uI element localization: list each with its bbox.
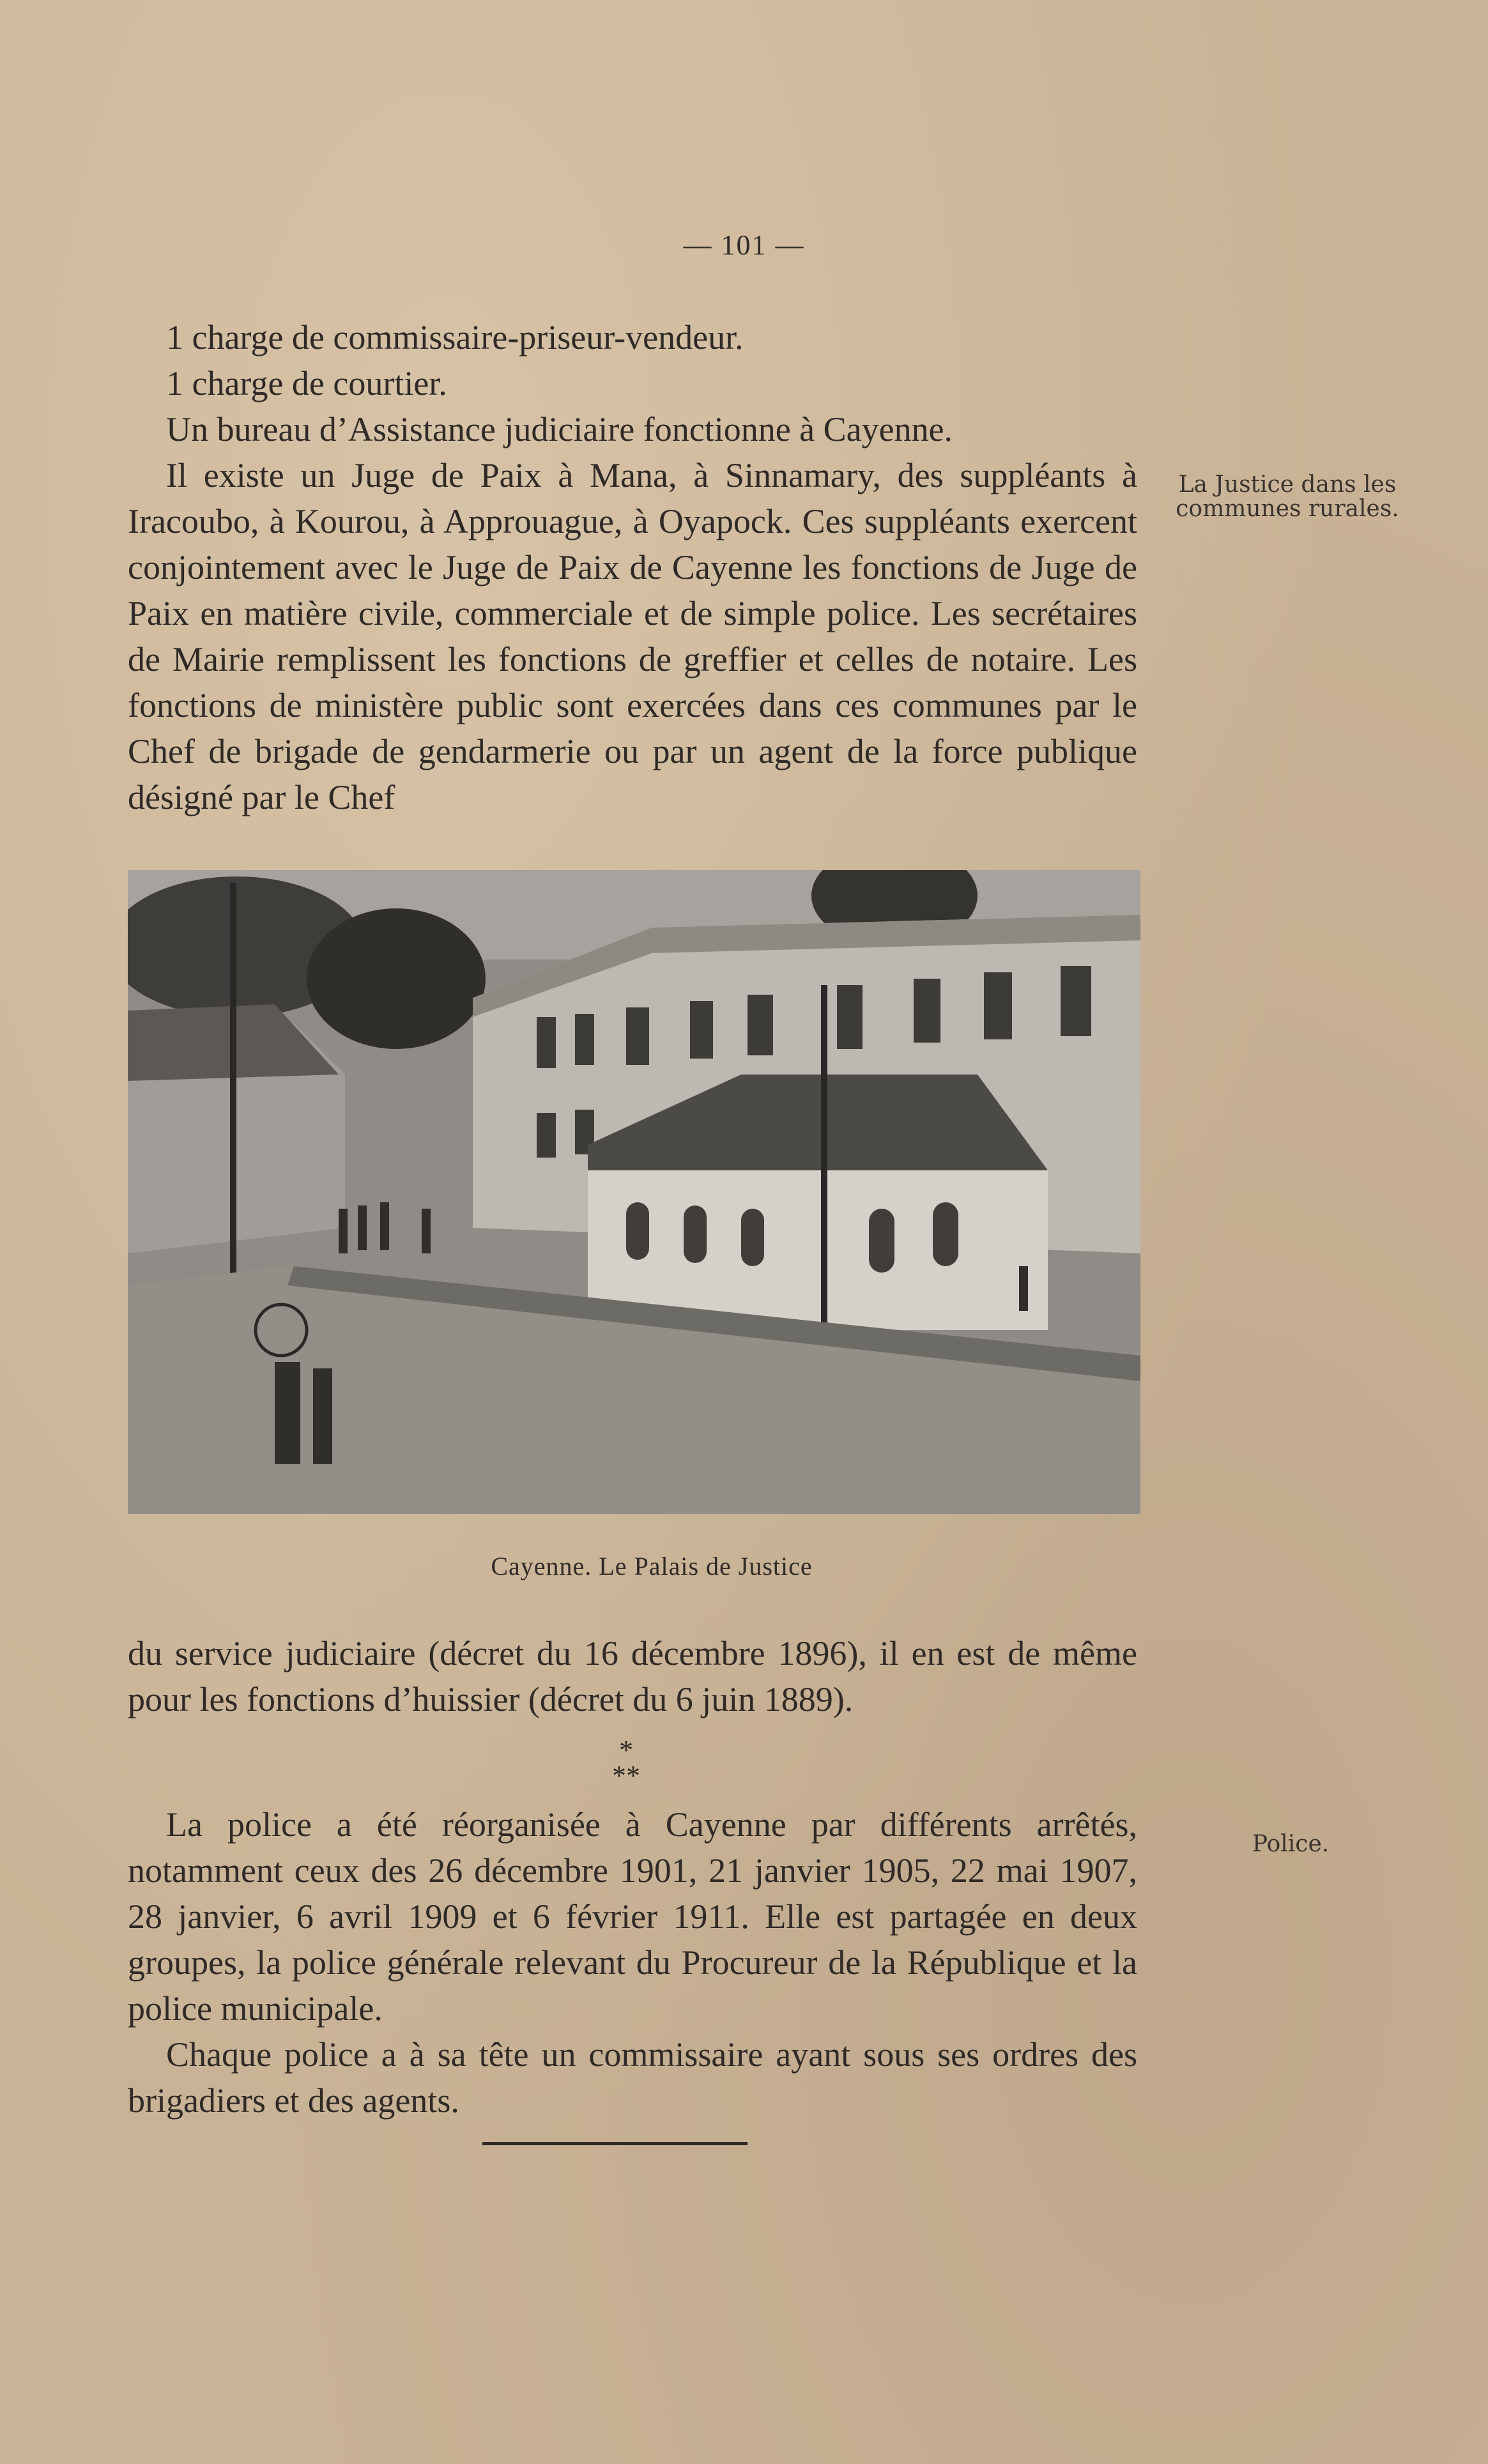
asterism-top: * <box>619 1734 633 1766</box>
margin-note-justice: La Justice dans les communes rurales. <box>1176 471 1399 522</box>
page-number: — 101 — <box>683 229 805 261</box>
paragraph: 1 charge de courtier. <box>166 364 447 402</box>
asterism <box>575 1734 677 1791</box>
paragraph: Il existe un Juge de Paix à Mana, à Sinnamary, des suppléants à Iracoubo, à Kourou, à Approuague, à Oyapock. Ces suppléants exercent conjointement avec le Juge de Paix de Cayenne les fonctions de Juge de Paix en matière civile, commerciale et de simple police. Les secrétaires de Mairie remplissent les fonctions de greffier et celles de notaire. Les fonctions de ministère public sont exercées dans ces communes par le Chef de brigade de gendarmerie ou par un agent de la force publique désigné par le Chef <box>128 456 1137 816</box>
paragraph: du service judiciaire (décret du 16 décembre 1896), il en est de même pour les fonctions d’huissier (décret du 6 juin 1889). <box>128 1634 1137 1718</box>
text-block-middle <box>128 1630 1137 1722</box>
paragraph: Chaque police a à sa tête un commissaire ayant sous ses ordres des brigadiers et des agents. <box>128 2035 1137 2120</box>
paragraph: 1 charge de commissaire-priseur-vendeur. <box>166 318 744 356</box>
figure-caption: Cayenne. Le Palais de Justice <box>491 1552 813 1580</box>
paragraph: Un bureau d’Assistance judiciaire fonctionne à Cayenne. <box>166 410 953 448</box>
palais-de-justice-photo <box>128 870 1140 1514</box>
asterism-bottom: ** <box>612 1760 640 1791</box>
paragraph: La police a été réorganisée à Cayenne par différents arrêtés, notamment ceux des 26 décembre 1901, 21 janvier 1905, 22 mai 1907, 28 janvier, 6 avril 1909 et 6 février 1911. Elle est partagée en deux groupes, la police générale relevant du Procureur de la République et la police municipale. <box>128 1805 1137 2028</box>
closing-rule <box>482 2142 748 2145</box>
text-block-top <box>128 314 1137 820</box>
text-block-bottom <box>128 1802 1137 2123</box>
margin-note-police: Police. <box>1252 1831 1330 1857</box>
